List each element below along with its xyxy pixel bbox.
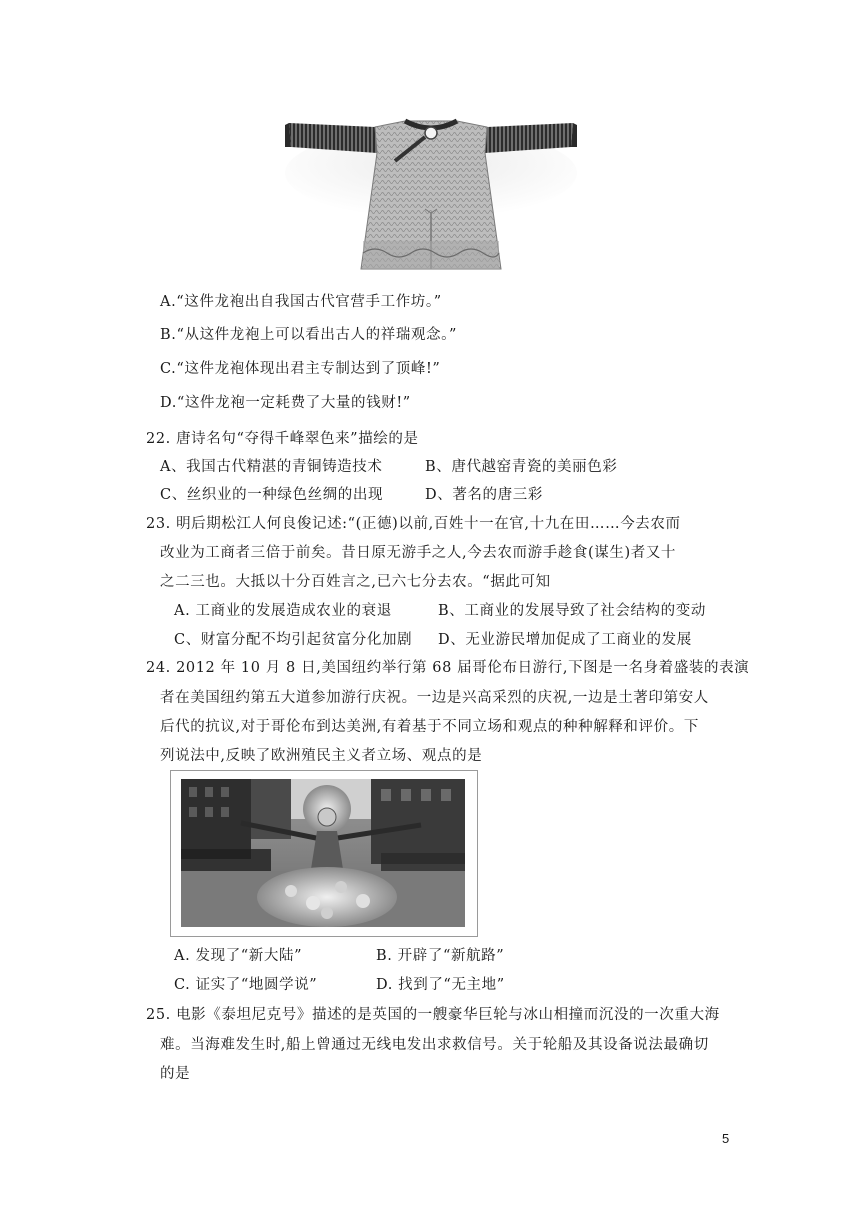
q24-option-d: D. 找到了“无主地” bbox=[376, 977, 505, 993]
q22-stem: 22. 唐诗名句“夺得千峰翠色来”描绘的是 bbox=[146, 431, 419, 447]
q21-option-b: B.“从这件龙袍上可以看出古人的祥瑞观念。” bbox=[160, 327, 458, 343]
q24-option-b: B. 开辟了“新航路” bbox=[376, 948, 505, 964]
q24-stem-line2: 者在美国纽约第五大道参加游行庆祝。一边是兴高采烈的庆祝,一边是土著印第安人 bbox=[160, 690, 709, 706]
q21-option-a: A.“这件龙袍出自我国古代官营手工作坊。” bbox=[160, 294, 442, 310]
q22-option-b: B、唐代越窑青瓷的美丽色彩 bbox=[425, 459, 618, 475]
q25-stem-line2: 难。当海难发生时,船上曾通过无线电发出求救信号。关于轮船及其设备说法最确切 bbox=[160, 1037, 709, 1053]
q23-option-b: B、工商业的发展导致了社会结构的变动 bbox=[438, 603, 706, 619]
q21-option-d: D.“这件龙袍一定耗费了大量的钱财!” bbox=[160, 395, 411, 411]
q23-stem-line1: 23. 明后期松江人何良俊记述:“(正德)以前,百姓十一在官,十九在田……今去农而 bbox=[146, 516, 681, 532]
q25-stem-line3: 的是 bbox=[160, 1066, 191, 1082]
q25-stem-line1: 25. 电影《泰坦尼克号》描述的是英国的一艘豪华巨轮与冰山相撞而沉没的一次重大海 bbox=[146, 1007, 720, 1023]
parade-photo bbox=[170, 770, 478, 937]
q23-option-c: C、财富分配不均引起贫富分化加剧 bbox=[174, 632, 413, 648]
q24-stem-line1: 24. 2012 年 10 月 8 日,美国纽约举行第 68 届哥伦布日游行,下图是一名身着盛装的表演 bbox=[146, 660, 750, 676]
q24-option-c: C. 证实了“地圆学说” bbox=[174, 977, 318, 993]
q22-option-d: D、著名的唐三彩 bbox=[425, 487, 543, 503]
q24-stem-line3: 后代的抗议,对于哥伦布到达美洲,有着基于不同立场和观点的种种解释和评价。下 bbox=[160, 719, 699, 735]
q22-option-c: C、丝织业的一种绿色丝绸的出现 bbox=[160, 487, 384, 503]
q23-stem-line3: 之二三也。大抵以十分百姓言之,已六七分去农。“据此可知 bbox=[160, 574, 551, 590]
q24-option-a: A. 发现了“新大陆” bbox=[174, 948, 303, 964]
q21-option-c: C.“这件龙袍体现出君主专制达到了顶峰!” bbox=[160, 361, 441, 377]
q23-option-d: D、无业游民增加促成了工商业的发展 bbox=[438, 632, 692, 648]
q24-stem-line4: 列说法中,反映了欧洲殖民主义者立场、观点的是 bbox=[160, 748, 483, 764]
dragon-robe-image bbox=[285, 113, 577, 273]
q22-option-a: A、我国古代精湛的青铜铸造技术 bbox=[160, 459, 383, 475]
page-number: 5 bbox=[722, 1131, 730, 1146]
q23-stem-line2: 改业为工商者三倍于前矣。昔日原无游手之人,今去农而游手趁食(谋生)者又十 bbox=[160, 545, 677, 561]
q23-option-a: A. 工商业的发展造成农业的衰退 bbox=[174, 603, 392, 619]
